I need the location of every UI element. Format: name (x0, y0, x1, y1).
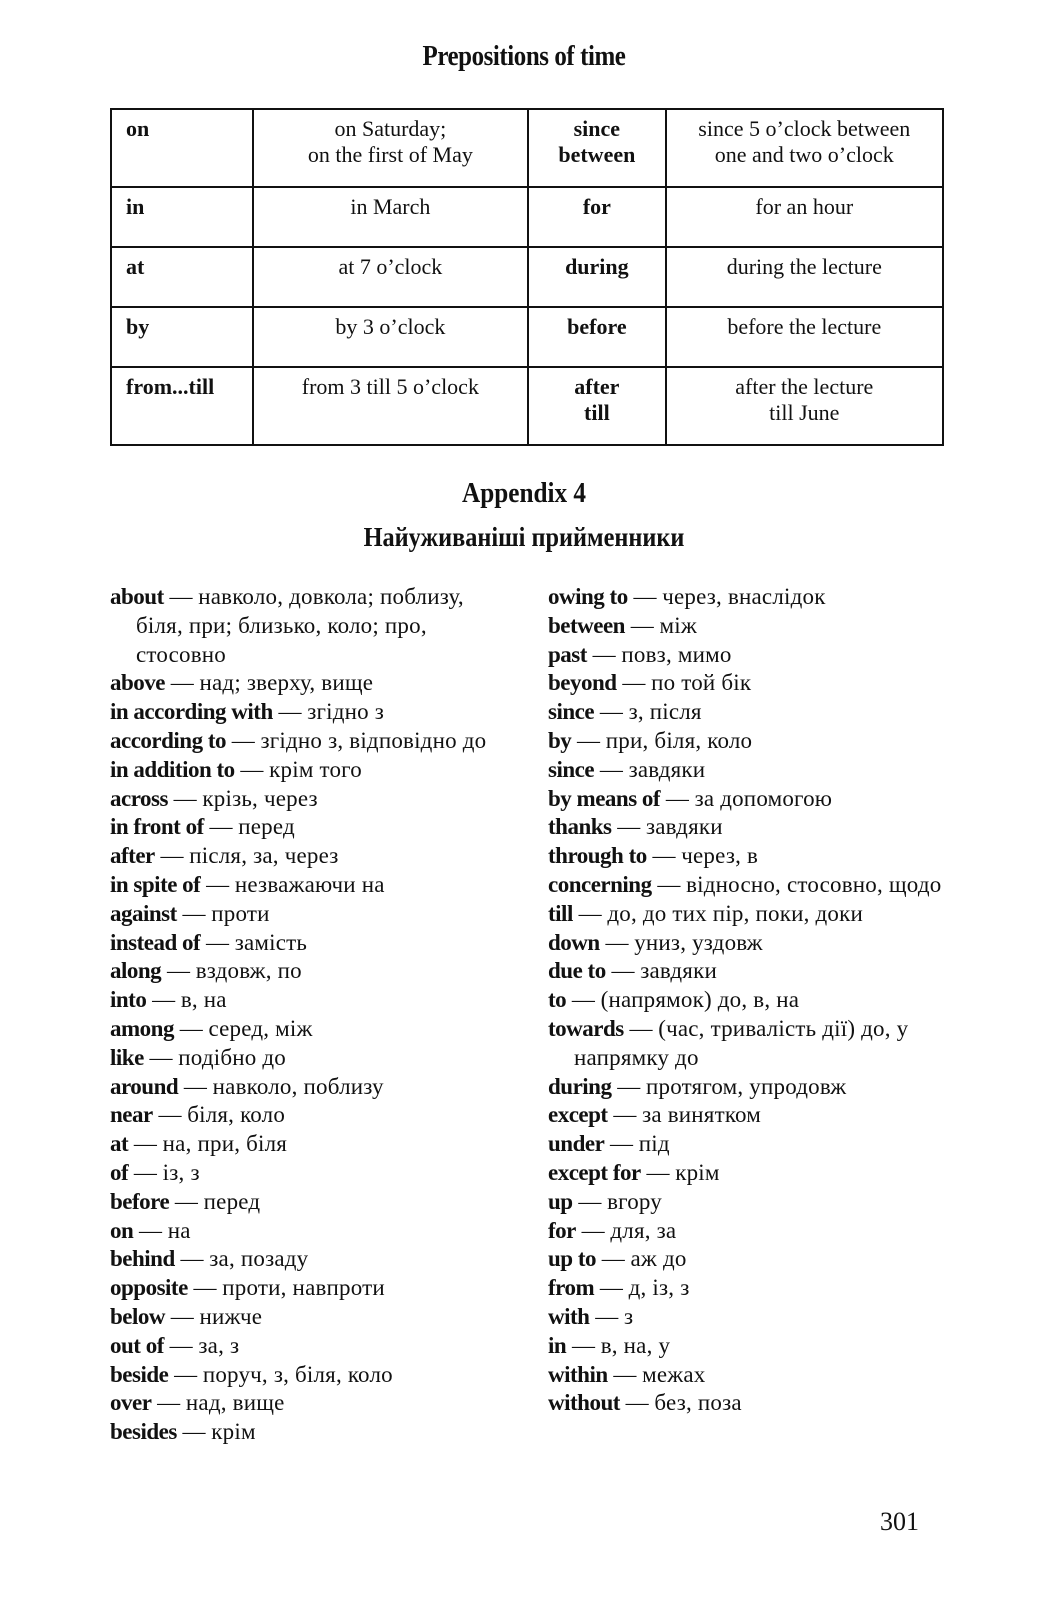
glossary-translation: (напрямок) до, в, на (600, 987, 800, 1013)
glossary-translation: повз, мимо (621, 641, 732, 667)
glossary-translation: нижче (199, 1303, 263, 1329)
dash: — (611, 958, 635, 984)
appendix-title: Appendix 4 (462, 478, 586, 509)
dash: — (652, 843, 676, 869)
dash: — (599, 699, 623, 725)
glossary-translation: незважаючи на (234, 871, 385, 897)
example-cell (253, 367, 529, 445)
dash: — (592, 641, 616, 667)
glossary-translation: біля, коло (187, 1102, 286, 1128)
glossary-term: over (110, 1390, 152, 1416)
glossary-entry (548, 756, 948, 785)
example-cell (253, 307, 529, 367)
glossary-translation: згідно з (307, 699, 385, 725)
dash: — (605, 929, 629, 955)
dash: — (173, 785, 197, 811)
example-cell (666, 109, 943, 187)
glossary-translation: перед (238, 814, 295, 840)
glossary-entry (110, 583, 510, 669)
glossary-term: along (110, 958, 162, 984)
glossary-term: for (548, 1217, 576, 1243)
preposition-cell (528, 367, 665, 445)
example-cell-line: after the lecture (735, 374, 874, 399)
glossary-translation: в, на, у (600, 1332, 671, 1358)
dash: — (633, 584, 657, 609)
glossary-term: in addition to (110, 756, 235, 782)
glossary-term: concerning (548, 871, 652, 897)
glossary-translation: по той бік (651, 670, 752, 696)
glossary-translation: крім (211, 1419, 256, 1445)
dash: — (205, 929, 229, 955)
glossary-term: except for (548, 1159, 641, 1185)
preposition-cell-line: till (584, 400, 610, 425)
glossary-term: at (110, 1131, 129, 1157)
glossary-translation: серед, між (208, 1015, 313, 1041)
glossary-translation: для, за (610, 1217, 677, 1243)
dash: — (170, 1303, 194, 1329)
glossary-translation: крім (675, 1159, 720, 1185)
glossary-translation: під (638, 1131, 670, 1157)
glossary-entry (548, 1274, 948, 1303)
dash: — (665, 785, 689, 811)
glossary-term: in (548, 1332, 567, 1358)
glossary-translation: з, після (628, 699, 702, 725)
glossary-entry (110, 842, 510, 871)
glossary-term: past (548, 641, 587, 667)
glossary-translation: за допомогою (694, 785, 833, 811)
example-cell-line: from 3 till 5 o’clock (301, 374, 479, 399)
glossary-term: down (548, 929, 600, 955)
glossary-translation: над, вище (185, 1390, 285, 1416)
glossary-translation: після, за, через (189, 843, 339, 869)
dash: — (571, 1332, 595, 1358)
glossary-translation: межах (642, 1361, 706, 1387)
preposition-cell-line: for (582, 194, 611, 219)
dash: — (613, 1102, 637, 1128)
glossary-term: in spite of (110, 871, 201, 897)
glossary-entry (110, 1303, 510, 1332)
glossary-term: opposite (110, 1275, 188, 1301)
glossary-translation: за, з (198, 1332, 240, 1358)
preposition-cell (528, 187, 665, 247)
dash: — (157, 1390, 181, 1416)
dash: — (657, 871, 681, 897)
glossary-term: since (548, 699, 595, 725)
page-title: Prepositions of time (422, 40, 626, 72)
dash: — (625, 1390, 649, 1416)
glossary-entry (548, 813, 948, 842)
glossary-entry (548, 957, 948, 986)
dash: — (174, 1361, 198, 1387)
glossary-entry (110, 986, 510, 1015)
dash: — (571, 987, 595, 1013)
example-cell (666, 367, 943, 445)
glossary-entry (548, 1245, 948, 1274)
glossary-translation: за, позаду (209, 1246, 309, 1272)
preposition-cell: by (111, 307, 253, 367)
glossary-term: like (110, 1044, 144, 1070)
dash: — (183, 1073, 207, 1099)
dash: — (133, 1159, 157, 1185)
glossary-entry (110, 1361, 510, 1390)
glossary-term: around (110, 1073, 179, 1099)
dash: — (169, 584, 193, 609)
glossary-term: into (110, 987, 147, 1013)
glossary-entry (110, 1159, 510, 1188)
glossary-entry (548, 1130, 948, 1159)
glossary-entry (548, 842, 948, 871)
glossary-translation: згідно з, відповідно до (260, 727, 487, 753)
glossary-entry (110, 1015, 510, 1044)
dash: — (180, 1246, 204, 1272)
example-cell-line: on the first of May (307, 142, 473, 167)
glossary-translation: між (659, 612, 697, 638)
dash: — (152, 987, 176, 1013)
glossary-term: owing to (548, 584, 628, 609)
glossary-translation: д, із, з (628, 1275, 690, 1301)
glossary-term: besides (110, 1419, 177, 1445)
glossary-translation: проти, навпроти (222, 1275, 385, 1301)
glossary-entry (548, 669, 948, 698)
glossary-translation: навколо, поблизу (212, 1073, 384, 1099)
preposition-cell-line: during (565, 254, 629, 279)
prepositions-table (110, 108, 944, 446)
glossary-translation: протягом, упродовж (645, 1073, 847, 1099)
glossary-entry (548, 929, 948, 958)
glossary-translation: поруч, з, біля, коло (202, 1361, 393, 1387)
example-cell-line: before the lecture (727, 314, 882, 339)
glossary-entry (110, 1389, 510, 1418)
example-cell-line: one and two o’clock (714, 142, 894, 167)
glossary-translation: до, до тих пір, поки, доки (607, 900, 863, 926)
preposition-cell-line: before (567, 314, 627, 339)
glossary-term: without (548, 1390, 620, 1416)
glossary-translation: в, на (180, 987, 227, 1013)
glossary-term: above (110, 670, 165, 696)
glossary-entry (110, 698, 510, 727)
dash: — (617, 1073, 641, 1099)
glossary-term: in front of (110, 814, 204, 840)
glossary-translation: крім того (269, 756, 362, 782)
dash: — (629, 1015, 653, 1041)
glossary-translation: вздовж, по (195, 958, 302, 984)
glossary-term: among (110, 1015, 174, 1041)
dash: — (595, 1303, 619, 1329)
glossary-translation: за винятком (642, 1102, 762, 1128)
glossary-entry (548, 871, 948, 900)
glossary-term: in according with (110, 699, 273, 725)
glossary-entry (110, 1217, 510, 1246)
glossary-entry (548, 986, 948, 1015)
glossary-entry (110, 1245, 510, 1274)
glossary-translation: через, в (681, 843, 759, 869)
glossary-entry (548, 1101, 948, 1130)
table-row (111, 187, 943, 247)
glossary-term: through to (548, 843, 647, 869)
glossary-term: out of (110, 1332, 164, 1358)
glossary-translation: на, при, біля (162, 1131, 288, 1157)
glossary-entry (548, 612, 948, 641)
glossary-entry (110, 900, 510, 929)
dash: — (610, 1131, 634, 1157)
right-column (548, 583, 948, 1418)
glossary-entry (110, 727, 510, 756)
glossary-entry (110, 756, 510, 785)
glossary-translation: через, внаслідок (662, 584, 826, 609)
dash: — (133, 1131, 157, 1157)
glossary-translation: без, поза (654, 1390, 742, 1416)
example-cell-line: at 7 o’clock (338, 254, 443, 279)
glossary-term: according to (110, 727, 227, 753)
example-cell (666, 247, 943, 307)
glossary-translation: з (623, 1303, 634, 1329)
dash: — (166, 958, 190, 984)
glossary-term: till (548, 900, 573, 926)
dash: — (599, 1275, 623, 1301)
preposition-cell (528, 109, 665, 187)
glossary-entry (110, 1332, 510, 1361)
preposition-cell-line: between (558, 142, 636, 167)
example-cell-line: for an hour (755, 194, 854, 219)
glossary-entry (110, 957, 510, 986)
example-cell-line: since 5 o’clock between (698, 116, 911, 141)
glossary-translation: навколо, довкола; поблизу, біля, при; близько, коло; про, стосовно (136, 584, 464, 667)
table-row (111, 307, 943, 367)
glossary-term: within (548, 1361, 608, 1387)
table-row (111, 109, 943, 187)
glossary-term: beside (110, 1361, 169, 1387)
glossary-entry (548, 641, 948, 670)
glossary-translation: (час, тривалість дії) до, у напрямку до (574, 1015, 909, 1070)
glossary-entry (548, 583, 948, 612)
dash: — (182, 900, 206, 926)
dash: — (209, 814, 233, 840)
dash: — (613, 1361, 637, 1387)
dash: — (169, 1332, 193, 1358)
glossary-entry (548, 1217, 948, 1246)
glossary-term: under (548, 1131, 605, 1157)
glossary-entry (110, 871, 510, 900)
dash: — (578, 1188, 602, 1214)
glossary-translation: аж до (630, 1246, 687, 1272)
glossary-translation: при, біля, коло (605, 727, 753, 753)
dash: — (160, 843, 184, 869)
glossary-translation: завдяки (628, 756, 706, 782)
glossary-entry (110, 1274, 510, 1303)
glossary-term: near (110, 1102, 153, 1128)
glossary-entry (110, 1130, 510, 1159)
glossary-term: across (110, 785, 168, 811)
example-cell (666, 187, 943, 247)
dash: — (599, 756, 623, 782)
glossary-entry (548, 1389, 948, 1418)
dash: — (174, 1188, 198, 1214)
glossary-term: thanks (548, 814, 612, 840)
glossary-translation: на (167, 1217, 191, 1243)
glossary-term: after (110, 843, 155, 869)
glossary-term: against (110, 900, 177, 926)
left-column (110, 583, 510, 1447)
glossary-entry (110, 1101, 510, 1130)
glossary-translation: із, з (162, 1159, 200, 1185)
glossary-term: up (548, 1188, 573, 1214)
glossary-entry (548, 1015, 948, 1073)
glossary-term: to (548, 987, 567, 1013)
dash: — (601, 1246, 625, 1272)
glossary-entry (548, 727, 948, 756)
dash: — (577, 727, 601, 753)
glossary-translation: униз, уздовж (634, 929, 763, 955)
glossary-entry (548, 1332, 948, 1361)
glossary-translation: вгору (607, 1188, 663, 1214)
glossary-term: about (110, 584, 164, 609)
glossary-translation: завдяки (645, 814, 723, 840)
dash: — (206, 871, 230, 897)
glossary-term: below (110, 1303, 165, 1329)
preposition-cell (528, 307, 665, 367)
glossary-translation: відносно, стосовно, щодо (686, 871, 942, 897)
glossary-entry (110, 1418, 510, 1447)
dash: — (630, 612, 654, 638)
preposition-cell: on (111, 109, 253, 187)
glossary-entry (548, 698, 948, 727)
glossary-term: on (110, 1217, 134, 1243)
preposition-cell: at (111, 247, 253, 307)
glossary-entry (110, 785, 510, 814)
page-number: 301 (880, 1507, 919, 1536)
dash: — (578, 900, 602, 926)
glossary-term: by (548, 727, 572, 753)
dash: — (170, 670, 194, 696)
example-cell-line: on Saturday; (334, 116, 447, 141)
glossary-entry (548, 1303, 948, 1332)
example-cell (253, 109, 529, 187)
dash: — (240, 756, 264, 782)
glossary-entry (548, 1073, 948, 1102)
dash: — (581, 1217, 605, 1243)
glossary-entry (548, 785, 948, 814)
example-cell (666, 307, 943, 367)
dash: — (193, 1275, 217, 1301)
dash: — (278, 699, 302, 725)
glossary-entry (548, 900, 948, 929)
glossary-entry (548, 1188, 948, 1217)
dash: — (182, 1419, 206, 1445)
glossary-entry (110, 929, 510, 958)
dash: — (158, 1102, 182, 1128)
table-row (111, 367, 943, 445)
glossary-entry (110, 1188, 510, 1217)
example-cell-line: by 3 o’clock (335, 314, 446, 339)
glossary-term: instead of (110, 929, 201, 955)
glossary-term: during (548, 1073, 612, 1099)
glossary-term: from (548, 1275, 595, 1301)
glossary-term: before (110, 1188, 170, 1214)
glossary-term: between (548, 612, 625, 638)
glossary-term: by means of (548, 785, 661, 811)
glossary-translation: перед (203, 1188, 261, 1214)
glossary-translation: крізь, через (202, 785, 318, 811)
glossary-translation: проти (211, 900, 270, 926)
glossary-entry (110, 1044, 510, 1073)
example-cell-line: in March (350, 194, 431, 219)
glossary-term: behind (110, 1246, 175, 1272)
appendix-subtitle: Найуживаніші прийменники (363, 522, 685, 552)
dash: — (231, 727, 255, 753)
dash: — (179, 1015, 203, 1041)
glossary-entry (548, 1159, 948, 1188)
glossary-term: due to (548, 958, 606, 984)
glossary-term: beyond (548, 670, 617, 696)
glossary-term: towards (548, 1015, 624, 1041)
dash: — (646, 1159, 670, 1185)
glossary-translation: замість (234, 929, 308, 955)
preposition-cell: from...till (111, 367, 253, 445)
glossary-entry (548, 1361, 948, 1390)
dash: — (617, 814, 641, 840)
preposition-cell-line: since (573, 116, 621, 141)
preposition-cell-line: after (574, 374, 620, 399)
preposition-cell (528, 247, 665, 307)
glossary-translation: завдяки (640, 958, 717, 984)
example-cell (253, 247, 529, 307)
glossary-translation: подібно до (178, 1044, 286, 1070)
table-row (111, 247, 943, 307)
preposition-cell: in (111, 187, 253, 247)
glossary-translation: над; зверху, вище (199, 670, 374, 696)
glossary-term: of (110, 1159, 129, 1185)
glossary-entry (110, 669, 510, 698)
dash: — (622, 670, 646, 696)
glossary-term: except (548, 1102, 608, 1128)
dash: — (139, 1217, 163, 1243)
dash: — (149, 1044, 173, 1070)
glossary-term: up to (548, 1246, 596, 1272)
glossary-term: since (548, 756, 595, 782)
example-cell-line: till June (769, 400, 840, 425)
glossary-term: with (548, 1303, 590, 1329)
example-cell (253, 187, 529, 247)
glossary-entry (110, 813, 510, 842)
glossary-entry (110, 1073, 510, 1102)
example-cell-line: during the lecture (726, 254, 882, 279)
